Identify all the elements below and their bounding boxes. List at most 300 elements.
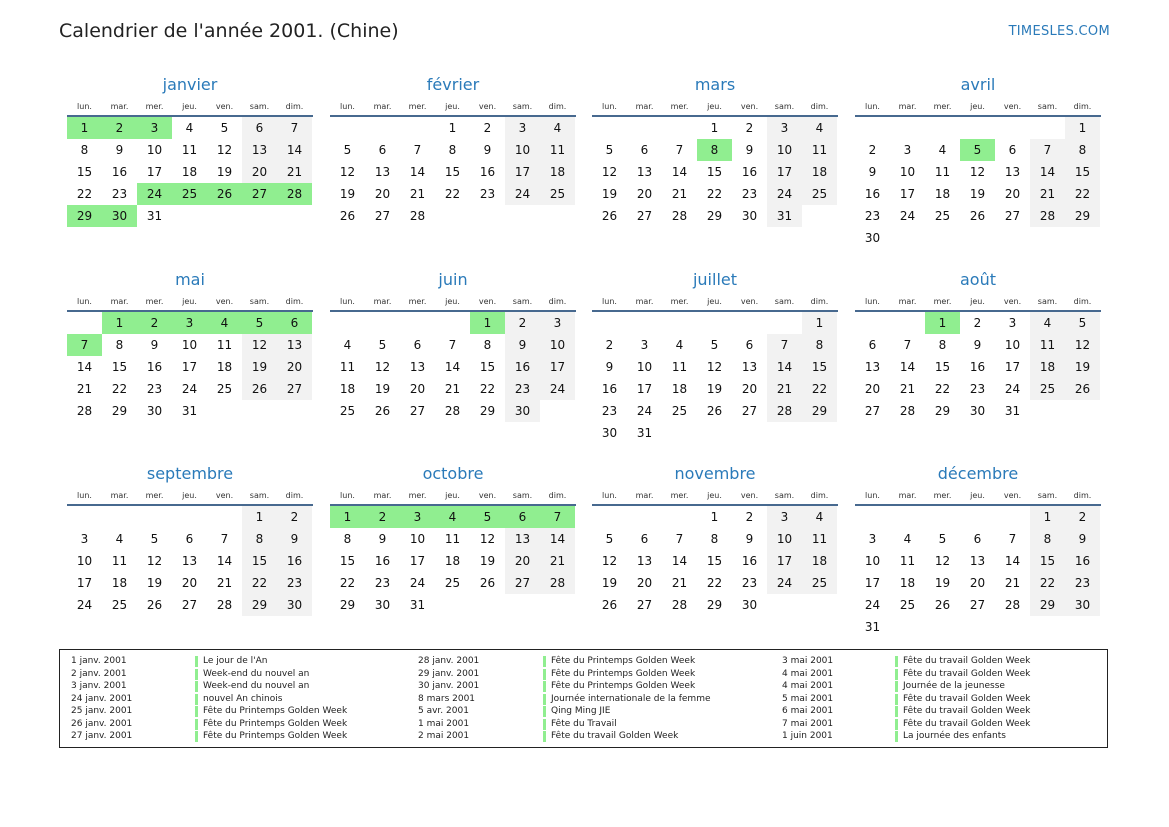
empty-cell xyxy=(855,312,890,334)
weekday-label: mer. xyxy=(670,297,689,306)
week-row xyxy=(855,205,1101,227)
day-cell: 26 xyxy=(969,209,986,223)
day-cell: 30 xyxy=(741,598,758,612)
week-row xyxy=(330,400,576,422)
day-cell: 8 xyxy=(938,338,947,352)
legend-date: 1 mai 2001 xyxy=(418,718,470,729)
empty-cell xyxy=(1065,400,1100,422)
day-cell: 13 xyxy=(636,554,653,568)
legend-holiday-name: Fête du Printemps Golden Week xyxy=(551,668,696,679)
day-cell: 23 xyxy=(969,382,986,396)
weekday-label: ven. xyxy=(1003,491,1022,500)
legend-holiday-name: Fête du travail Golden Week xyxy=(903,706,1031,716)
day-cell: 6 xyxy=(868,338,877,352)
day-cell: 26 xyxy=(146,598,163,612)
day-cell: 23 xyxy=(1065,572,1100,594)
weekday-label: mar. xyxy=(898,297,917,306)
day-cell: 27 xyxy=(969,598,986,612)
legend-holiday-name: Fête du Travail xyxy=(551,718,617,729)
legend-row xyxy=(782,668,1122,681)
day-cell: 24 xyxy=(181,382,198,396)
day-cell: 3 xyxy=(903,143,912,157)
week-row xyxy=(592,506,838,528)
empty-cell xyxy=(960,227,995,249)
legend-date: 28 janv. 2001 xyxy=(418,656,480,666)
day-cell: 22 xyxy=(479,382,496,396)
legend-color-swatch xyxy=(895,719,898,730)
empty-cell xyxy=(67,506,102,528)
empty-cell xyxy=(890,227,925,249)
day-cell: 14 xyxy=(444,360,461,374)
day-cell: 10 xyxy=(409,532,426,546)
empty-cell xyxy=(540,594,575,616)
day-cell: 15 xyxy=(1030,550,1065,572)
day-cell: 2 xyxy=(745,510,754,524)
week-row xyxy=(330,378,576,400)
day-cell: 25 xyxy=(111,598,128,612)
brand-link[interactable]: TIMESLES.COM xyxy=(1008,24,1110,39)
day-cell: 4 xyxy=(802,117,837,139)
day-cell: 10 xyxy=(505,139,540,161)
day-cell: 21 xyxy=(76,382,93,396)
day-cell: 15 xyxy=(339,554,356,568)
week-row xyxy=(855,506,1101,528)
day-cell: 6 xyxy=(640,532,649,546)
day-cell: 13 xyxy=(409,360,426,374)
day-cell: 1 xyxy=(802,312,837,334)
day-cell: 10 xyxy=(76,554,93,568)
legend-holiday-name: Journée de la jeunesse xyxy=(903,681,1005,691)
day-cell: 8 xyxy=(115,338,124,352)
legend-holiday-name: Week-end du nouvel an xyxy=(203,668,310,679)
day-cell: 20 xyxy=(636,576,653,590)
holiday-day-cell: 5 xyxy=(470,506,505,528)
week-row xyxy=(855,594,1101,616)
weekday-label: mer. xyxy=(933,102,952,111)
day-cell: 19 xyxy=(374,382,391,396)
day-cell: 11 xyxy=(1030,334,1065,356)
legend-date: 25 janv. 2001 xyxy=(71,706,133,716)
holiday-day-cell: 5 xyxy=(242,312,277,334)
empty-cell xyxy=(1065,227,1100,249)
day-cell: 22 xyxy=(242,572,277,594)
empty-cell xyxy=(697,422,732,444)
day-cell: 23 xyxy=(601,404,618,418)
day-cell: 9 xyxy=(378,532,387,546)
day-cell: 10 xyxy=(767,139,802,161)
legend-holiday-name: La journée des enfants xyxy=(903,731,1006,741)
weekday-label: jeu. xyxy=(182,102,197,111)
holiday-day-cell: 4 xyxy=(207,312,242,334)
day-cell: 28 xyxy=(899,404,916,418)
day-cell: 8 xyxy=(1065,139,1100,161)
week-row xyxy=(67,334,313,356)
holiday-day-cell: 25 xyxy=(172,183,207,205)
day-cell: 15 xyxy=(934,360,951,374)
weekday-label: mar. xyxy=(635,102,654,111)
day-cell: 22 xyxy=(706,187,723,201)
holiday-day-cell: 27 xyxy=(242,183,277,205)
empty-cell xyxy=(890,312,925,334)
day-cell: 13 xyxy=(636,165,653,179)
legend-holiday-name: Fête du travail Golden Week xyxy=(903,693,1031,704)
week-row xyxy=(330,528,576,550)
legend-color-swatch xyxy=(895,694,898,705)
weekday-label: lun. xyxy=(77,102,92,111)
week-row xyxy=(592,161,838,183)
day-cell: 24 xyxy=(636,404,653,418)
week-row xyxy=(592,378,838,400)
day-cell: 26 xyxy=(339,209,356,223)
weekday-label: dim. xyxy=(285,102,304,111)
legend-row xyxy=(782,680,1122,693)
weekday-label: jeu. xyxy=(182,491,197,500)
day-cell: 15 xyxy=(444,165,461,179)
month-5 xyxy=(330,269,576,422)
day-cell: 24 xyxy=(767,572,802,594)
day-cell: 9 xyxy=(973,338,982,352)
legend-color-swatch xyxy=(543,706,546,717)
day-cell: 25 xyxy=(899,598,916,612)
day-cell: 16 xyxy=(864,187,881,201)
day-cell: 23 xyxy=(146,382,163,396)
month-name: juin xyxy=(438,270,468,289)
day-cell: 16 xyxy=(374,554,391,568)
weekday-label: ven. xyxy=(740,491,759,500)
day-cell: 24 xyxy=(505,183,540,205)
weekday-label: mar. xyxy=(373,297,392,306)
holiday-day-cell: 3 xyxy=(172,312,207,334)
empty-cell xyxy=(365,312,400,334)
day-cell: 17 xyxy=(76,576,93,590)
week-row xyxy=(855,572,1101,594)
day-cell: 28 xyxy=(671,598,688,612)
week-row xyxy=(67,572,313,594)
week-row xyxy=(592,594,838,616)
day-cell: 5 xyxy=(150,532,159,546)
legend-column xyxy=(782,655,1122,743)
empty-cell xyxy=(855,117,890,139)
day-cell: 26 xyxy=(242,378,277,400)
weekday-label: sam. xyxy=(774,102,795,111)
weekday-label: ven. xyxy=(215,297,234,306)
legend-row xyxy=(782,655,1122,668)
day-cell: 2 xyxy=(973,316,982,330)
day-cell: 27 xyxy=(277,378,312,400)
legend-color-swatch xyxy=(543,719,546,730)
empty-cell xyxy=(435,594,470,616)
weekday-label: lun. xyxy=(865,297,880,306)
empty-cell xyxy=(470,594,505,616)
day-cell: 9 xyxy=(483,143,492,157)
day-cell: 14 xyxy=(216,554,233,568)
day-cell: 11 xyxy=(216,338,233,352)
month-10 xyxy=(592,463,838,616)
weekday-label: sam. xyxy=(249,491,270,500)
weekday-label: dim. xyxy=(285,297,304,306)
weekday-label: ven. xyxy=(478,102,497,111)
weekday-label: mar. xyxy=(635,297,654,306)
day-cell: 21 xyxy=(1030,183,1065,205)
day-cell: 18 xyxy=(899,576,916,590)
day-cell: 17 xyxy=(1004,360,1021,374)
holiday-day-cell: 1 xyxy=(470,312,505,334)
day-cell: 11 xyxy=(181,143,198,157)
day-cell: 25 xyxy=(802,572,837,594)
holiday-day-cell: 2 xyxy=(137,312,172,334)
day-cell: 11 xyxy=(444,532,461,546)
day-cell: 19 xyxy=(242,356,277,378)
week-row xyxy=(592,117,838,139)
week-row xyxy=(67,594,313,616)
day-cell: 12 xyxy=(934,554,951,568)
month-6 xyxy=(592,269,838,444)
weekday-label: lun. xyxy=(340,102,355,111)
day-cell: 31 xyxy=(409,598,426,612)
weekday-label: dim. xyxy=(810,297,829,306)
day-cell: 27 xyxy=(1004,209,1021,223)
day-cell: 18 xyxy=(181,165,198,179)
week-row xyxy=(855,161,1101,183)
legend-holiday-name: Fête du Printemps Golden Week xyxy=(551,681,696,691)
empty-cell xyxy=(330,312,365,334)
week-row xyxy=(592,312,838,334)
day-cell: 14 xyxy=(767,356,802,378)
day-cell: 29 xyxy=(706,209,723,223)
weekday-label: dim. xyxy=(548,102,567,111)
day-cell: 10 xyxy=(767,528,802,550)
day-cell: 1 xyxy=(448,121,457,135)
day-cell: 30 xyxy=(374,598,391,612)
week-row xyxy=(330,334,576,356)
day-cell: 16 xyxy=(969,360,986,374)
day-cell: 9 xyxy=(745,532,754,546)
day-cell: 26 xyxy=(374,404,391,418)
month-9 xyxy=(330,463,576,616)
day-cell: 31 xyxy=(767,205,802,227)
day-cell: 22 xyxy=(1030,572,1065,594)
week-row xyxy=(330,572,576,594)
day-cell: 9 xyxy=(115,143,124,157)
day-cell: 7 xyxy=(903,338,912,352)
day-cell: 24 xyxy=(409,576,426,590)
day-cell: 29 xyxy=(1030,594,1065,616)
day-cell: 2 xyxy=(277,506,312,528)
day-cell: 30 xyxy=(146,404,163,418)
day-cell: 21 xyxy=(540,550,575,572)
day-cell: 4 xyxy=(938,143,947,157)
day-cell: 29 xyxy=(479,404,496,418)
day-cell: 18 xyxy=(540,161,575,183)
month-0 xyxy=(67,74,313,227)
day-cell: 9 xyxy=(505,334,540,356)
day-cell: 19 xyxy=(1065,356,1100,378)
day-cell: 26 xyxy=(706,404,723,418)
legend-color-swatch xyxy=(195,694,198,705)
empty-cell xyxy=(802,422,837,444)
day-cell: 16 xyxy=(111,165,128,179)
week-row xyxy=(855,139,1101,161)
week-row xyxy=(855,117,1101,139)
legend-row xyxy=(418,680,758,693)
empty-cell xyxy=(505,205,540,227)
day-cell: 24 xyxy=(76,598,93,612)
weekday-label: ven. xyxy=(478,491,497,500)
day-cell: 9 xyxy=(150,338,159,352)
day-cell: 15 xyxy=(706,165,723,179)
holiday-day-cell: 24 xyxy=(137,183,172,205)
day-cell: 8 xyxy=(80,143,89,157)
legend-color-swatch xyxy=(195,681,198,692)
day-cell: 20 xyxy=(409,382,426,396)
holiday-day-cell: 7 xyxy=(540,506,575,528)
day-cell: 1 xyxy=(710,510,719,524)
day-cell: 27 xyxy=(741,404,758,418)
day-cell: 7 xyxy=(1030,139,1065,161)
day-cell: 16 xyxy=(741,165,758,179)
legend-date: 30 janv. 2001 xyxy=(418,681,480,691)
day-cell: 28 xyxy=(409,209,426,223)
legend-date: 2 janv. 2001 xyxy=(71,668,127,679)
month-11 xyxy=(855,463,1101,638)
day-cell: 26 xyxy=(479,576,496,590)
week-row xyxy=(67,528,313,550)
empty-cell xyxy=(890,117,925,139)
week-row xyxy=(67,183,313,205)
empty-cell xyxy=(1030,616,1065,638)
month-8 xyxy=(67,463,313,616)
weekday-header xyxy=(330,488,576,506)
day-cell: 6 xyxy=(640,143,649,157)
day-cell: 7 xyxy=(220,532,229,546)
day-cell: 22 xyxy=(934,382,951,396)
week-row xyxy=(330,356,576,378)
legend-row xyxy=(418,668,758,681)
legend-row xyxy=(71,655,411,668)
day-cell: 18 xyxy=(216,360,233,374)
day-cell: 25 xyxy=(934,209,951,223)
week-row xyxy=(855,334,1101,356)
day-cell: 24 xyxy=(540,378,575,400)
page-title: Calendrier de l'année 2001. (Chine) xyxy=(59,20,399,42)
holiday-day-cell: 7 xyxy=(67,334,102,356)
day-cell: 28 xyxy=(216,598,233,612)
month-7 xyxy=(855,269,1101,422)
weekday-label: jeu. xyxy=(707,102,722,111)
legend-color-swatch xyxy=(895,669,898,680)
day-cell: 29 xyxy=(111,404,128,418)
empty-cell xyxy=(960,506,995,528)
day-cell: 2 xyxy=(483,121,492,135)
empty-cell xyxy=(540,205,575,227)
empty-cell xyxy=(855,506,890,528)
day-cell: 19 xyxy=(601,576,618,590)
week-row xyxy=(67,378,313,400)
day-cell: 20 xyxy=(969,576,986,590)
day-cell: 22 xyxy=(339,576,356,590)
empty-cell xyxy=(592,506,627,528)
day-cell: 21 xyxy=(899,382,916,396)
empty-cell xyxy=(662,312,697,334)
week-row xyxy=(67,400,313,422)
day-cell: 3 xyxy=(1008,316,1017,330)
legend-date: 4 mai 2001 xyxy=(782,668,834,679)
weekday-label: jeu. xyxy=(970,491,985,500)
day-cell: 3 xyxy=(540,312,575,334)
holiday-day-cell: 28 xyxy=(277,183,312,205)
weekday-label: lun. xyxy=(602,491,617,500)
empty-cell xyxy=(925,506,960,528)
weekday-label: sam. xyxy=(774,297,795,306)
day-cell: 5 xyxy=(343,143,352,157)
weekday-label: mer. xyxy=(145,491,164,500)
day-cell: 31 xyxy=(181,404,198,418)
weekday-label: lun. xyxy=(865,491,880,500)
empty-cell xyxy=(995,616,1030,638)
weekday-label: mer. xyxy=(145,102,164,111)
week-row xyxy=(67,506,313,528)
day-cell: 21 xyxy=(1004,576,1021,590)
empty-cell xyxy=(207,400,242,422)
day-cell: 25 xyxy=(1030,378,1065,400)
legend-row xyxy=(418,730,758,743)
empty-cell xyxy=(242,400,277,422)
legend-row xyxy=(71,730,411,743)
empty-cell xyxy=(732,422,767,444)
day-cell: 7 xyxy=(448,338,457,352)
legend-row xyxy=(71,718,411,731)
weekday-label: mer. xyxy=(408,297,427,306)
day-cell: 3 xyxy=(505,117,540,139)
day-cell: 21 xyxy=(767,378,802,400)
day-cell: 15 xyxy=(76,165,93,179)
day-cell: 11 xyxy=(111,554,128,568)
weekday-label: dim. xyxy=(285,491,304,500)
empty-cell xyxy=(662,506,697,528)
legend-date: 6 mai 2001 xyxy=(782,706,834,716)
empty-cell xyxy=(207,205,242,227)
week-row xyxy=(855,227,1101,249)
day-cell: 28 xyxy=(671,209,688,223)
empty-cell xyxy=(1030,117,1065,139)
week-row xyxy=(67,550,313,572)
empty-cell xyxy=(592,117,627,139)
empty-cell xyxy=(697,312,732,334)
day-cell: 2 xyxy=(1065,506,1100,528)
day-cell: 27 xyxy=(374,209,391,223)
legend-date: 5 avr. 2001 xyxy=(418,706,469,716)
legend-date: 3 janv. 2001 xyxy=(71,681,127,691)
day-cell: 11 xyxy=(339,360,356,374)
legend-holiday-name: Week-end du nouvel an xyxy=(203,681,310,691)
empty-cell xyxy=(435,312,470,334)
day-cell: 7 xyxy=(1008,532,1017,546)
day-cell: 30 xyxy=(969,404,986,418)
day-cell: 25 xyxy=(671,404,688,418)
day-cell: 14 xyxy=(1030,161,1065,183)
day-cell: 11 xyxy=(540,139,575,161)
legend-holiday-name: Qing Ming JIE xyxy=(551,706,611,716)
weekday-label: jeu. xyxy=(970,102,985,111)
week-row xyxy=(67,312,313,334)
day-cell: 5 xyxy=(710,338,719,352)
day-cell: 18 xyxy=(444,554,461,568)
weekday-header xyxy=(67,99,313,117)
day-cell: 14 xyxy=(76,360,93,374)
day-cell: 8 xyxy=(343,532,352,546)
day-cell: 10 xyxy=(864,554,881,568)
day-cell: 20 xyxy=(374,187,391,201)
